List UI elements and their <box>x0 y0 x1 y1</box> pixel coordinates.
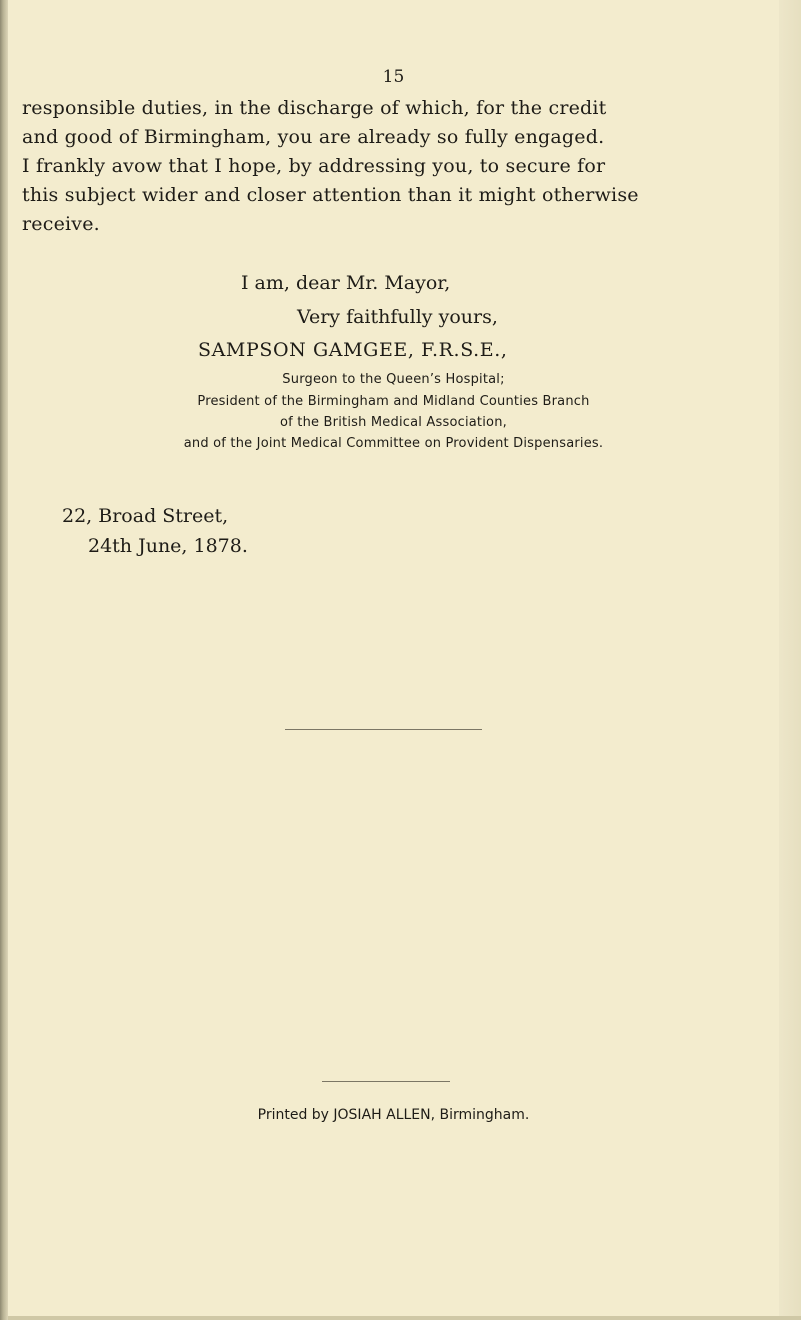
letter-line: I frankly avow that I hope, by addressing you, to secure for <box>22 155 606 177</box>
letter-line: responsible duties, in the discharge of which, for the credit <box>22 97 607 119</box>
address-date: 24th June, 1878. <box>88 535 248 557</box>
address-street: 22, Broad Street, <box>62 505 229 527</box>
page-number: 15 <box>382 67 405 87</box>
signature: SAMPSON GAMGEE, F.R.S.E., <box>198 339 508 361</box>
book-binding-shadow <box>0 0 8 1320</box>
divider-rule-short <box>322 1081 450 1082</box>
credentials-line: President of the Birmingham and Midland Counties Branch <box>197 394 590 409</box>
page-bottom-edge <box>8 1316 801 1320</box>
letter-line: receive. <box>22 213 100 235</box>
credentials-line: Surgeon to the Queen’s Hospital; <box>282 372 505 387</box>
letter-line: this subject wider and closer attention than it might otherwise <box>22 184 639 206</box>
divider-rule <box>285 729 482 730</box>
valediction: Very faithfully yours, <box>297 306 498 328</box>
letter-line: and good of Birmingham, you are already so fully engaged. <box>22 126 605 148</box>
credentials-line: of the British Medical Association, <box>280 415 507 430</box>
document-page <box>8 0 780 1316</box>
credentials-line: and of the Joint Medical Committee on Provident Dispensaries. <box>183 436 604 451</box>
printer-imprint: Printed by JOSIAH ALLEN, Birmingham. <box>257 1107 530 1123</box>
salutation: I am, dear Mr. Mayor, <box>241 272 451 294</box>
page-edge <box>779 0 801 1320</box>
